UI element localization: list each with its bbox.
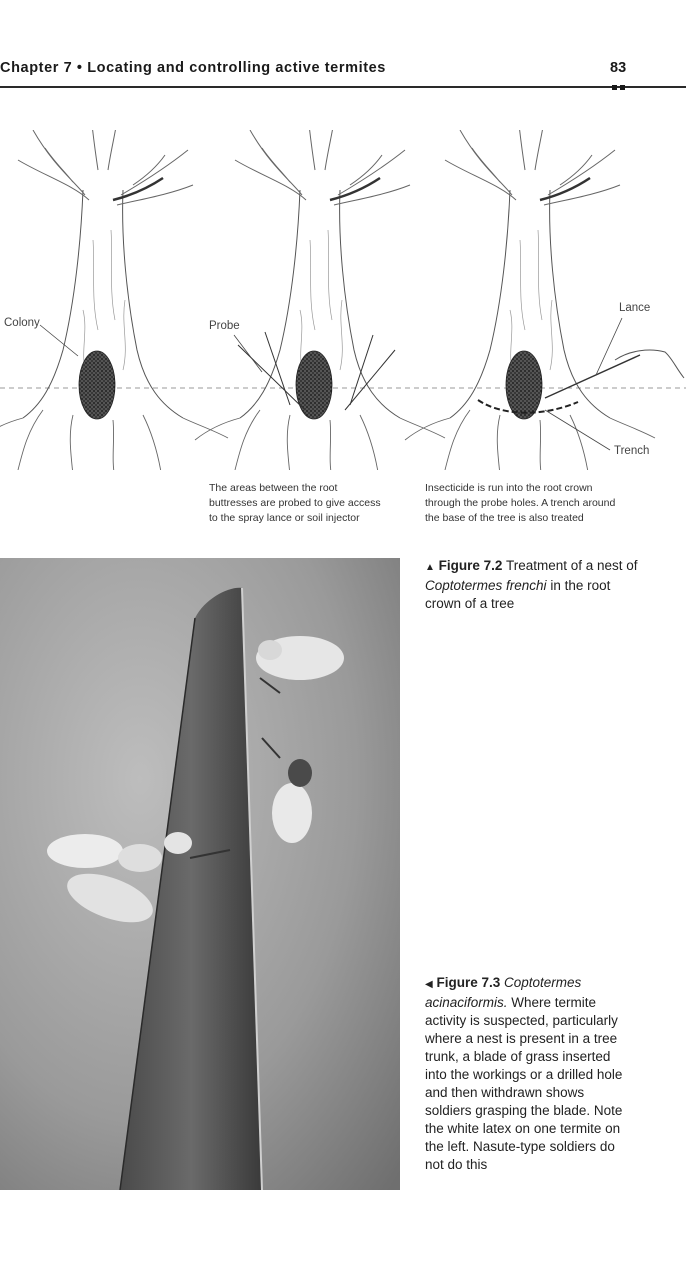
triangle-left-icon: ◀	[425, 979, 433, 990]
figure-7-2-illustration	[0, 130, 686, 470]
chapter-title: Chapter 7 • Locating and controlling active termites	[0, 60, 386, 76]
caption-probing: The areas between the root buttresses are probed to give access to the spray lance or soil injector	[209, 482, 381, 524]
header-marks	[612, 85, 630, 90]
page-number: 83	[610, 60, 627, 76]
figure-7-3-caption: ◀ Figure 7.3 Coptotermes acinaciformis. Where termite activity is suspected, particularly where a nest is present in a tree trunk, a blade of grass inserted into the workings or a drilled hole and then withdrawn shows soldiers grasping the blade. Note the white latex on one termite on the left. Nasute-type soldiers do not do this	[425, 975, 623, 1172]
triangle-up-icon: ▲	[425, 562, 435, 573]
header-rule	[0, 86, 686, 88]
figure-7-2-caption: ▲ Figure 7.2 Treatment of a nest of Coptotermes frenchi in the root crown of a tree	[425, 558, 638, 611]
label-colony: Colony	[4, 317, 40, 329]
label-lance: Lance	[619, 302, 651, 314]
label-trench: Trench	[614, 445, 650, 457]
label-probe: Probe	[209, 320, 240, 332]
caption-insecticide: Insecticide is run into the root crown through the probe holes. A trench around the base of the tree is also treated	[425, 482, 616, 524]
termite-photo	[0, 558, 400, 1190]
